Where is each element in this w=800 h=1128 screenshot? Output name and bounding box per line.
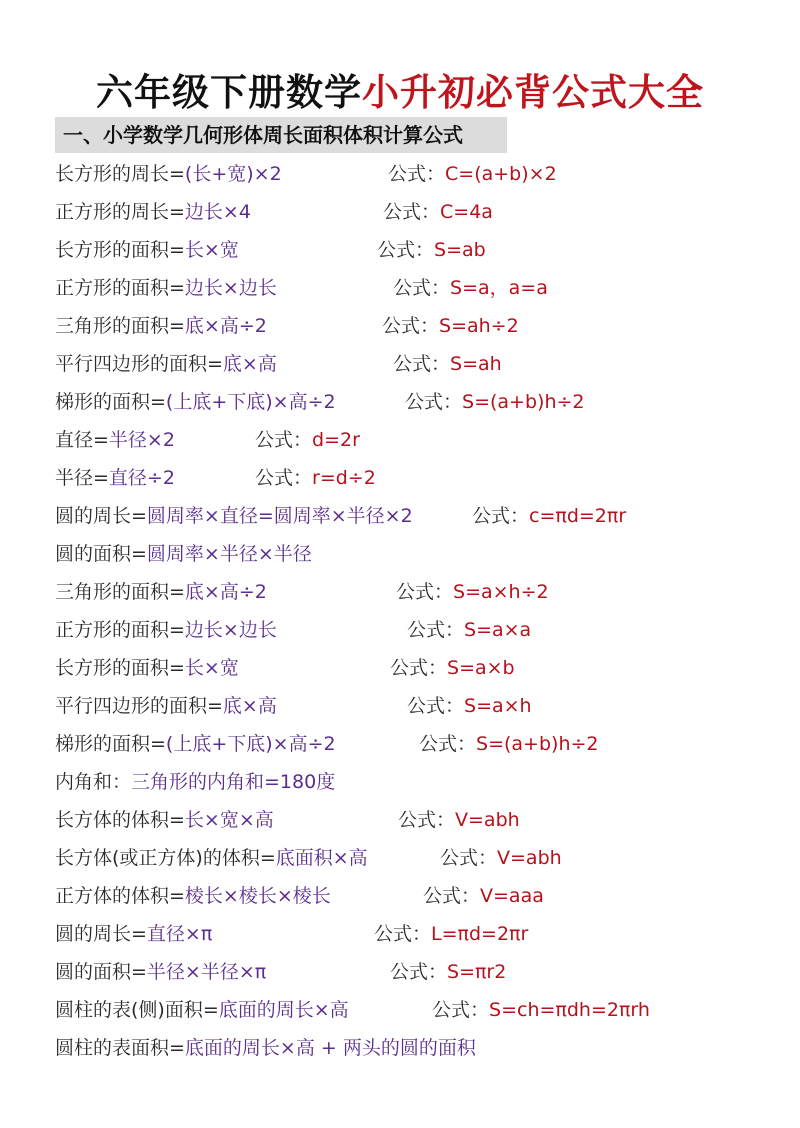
formula-expression xyxy=(383,196,493,228)
formula-expression xyxy=(390,956,506,988)
row-value: 底×高÷2 xyxy=(184,581,267,603)
row-label: 正方体的体积= xyxy=(55,885,185,907)
row-label: 圆的周长= xyxy=(55,505,147,527)
formula-row xyxy=(55,500,413,532)
formula-expression xyxy=(393,348,502,380)
formula-value: V=aaa xyxy=(480,885,544,907)
formula-expression xyxy=(374,918,528,950)
row-label: 圆的周长= xyxy=(55,923,147,945)
formula-label: 公式： xyxy=(393,277,451,299)
formula-value: S=a×b xyxy=(447,657,515,679)
formula-expression xyxy=(382,310,519,342)
formula-row xyxy=(55,576,267,608)
formula-label: 公式： xyxy=(407,695,465,717)
formula-row xyxy=(55,880,331,912)
formula-row xyxy=(55,842,368,874)
formula-expression xyxy=(398,804,520,836)
formula-label: 公式： xyxy=(390,657,448,679)
formula-value: S=a×h÷2 xyxy=(453,581,549,603)
row-label: 内角和： xyxy=(55,771,132,793)
formula-value: S=(a+b)h÷2 xyxy=(476,733,599,755)
formula-row xyxy=(55,158,282,190)
formula-label: 公式： xyxy=(432,999,490,1021)
formula-value: S=ah xyxy=(450,353,502,375)
row-label: 三角形的面积= xyxy=(55,581,185,603)
formula-row xyxy=(55,234,239,266)
row-value: 底×高 xyxy=(222,695,277,717)
formula-label: 公式： xyxy=(382,315,440,337)
formula-label: 公式： xyxy=(405,391,463,413)
formula-row xyxy=(55,386,336,418)
row-label: 平行四边形的面积= xyxy=(55,695,223,717)
formula-value: S=a×h xyxy=(464,695,532,717)
formula-row xyxy=(55,538,312,570)
formula-value: r=d÷2 xyxy=(312,467,376,489)
row-value: (上底+下底)×高÷2 xyxy=(165,391,336,413)
formula-label: 公式： xyxy=(423,885,481,907)
formula-expression xyxy=(472,500,626,532)
formula-value: S=a×a xyxy=(464,619,532,641)
formula-expression xyxy=(388,158,557,190)
formula-row xyxy=(55,196,251,228)
formula-label: 公式： xyxy=(398,809,456,831)
formula-label: 公式： xyxy=(419,733,477,755)
row-value: 底×高÷2 xyxy=(184,315,267,337)
formula-row xyxy=(55,956,266,988)
row-label: 长方形的面积= xyxy=(55,239,185,261)
section-heading: 一、小学数学几何形体周长面积体积计算公式 xyxy=(55,117,507,153)
row-label: 三角形的面积= xyxy=(55,315,185,337)
row-label: 平行四边形的面积= xyxy=(55,353,223,375)
formula-row xyxy=(55,424,175,456)
row-value: 直径÷2 xyxy=(108,467,175,489)
row-value: 边长×边长 xyxy=(184,277,277,299)
formula-expression xyxy=(390,652,515,684)
row-label: 长方形的面积= xyxy=(55,657,185,679)
formula-value: S=(a+b)h÷2 xyxy=(462,391,585,413)
row-label: 圆柱的表(侧)面积= xyxy=(55,999,219,1021)
formula-label: 公式： xyxy=(407,619,465,641)
formula-row xyxy=(55,348,277,380)
row-label: 圆的面积= xyxy=(55,543,147,565)
formula-label: 公式： xyxy=(374,923,432,945)
row-value: (上底+下底)×高÷2 xyxy=(165,733,336,755)
formula-expression xyxy=(407,690,532,722)
formula-value: S=πr2 xyxy=(447,961,507,983)
row-value: 长×宽 xyxy=(184,239,239,261)
formula-value: S=ch=πdh=2πrh xyxy=(489,999,650,1021)
row-value: 圆周率×直径=圆周率×半径×2 xyxy=(146,505,413,527)
formula-expression xyxy=(255,462,376,494)
formula-expression xyxy=(405,386,585,418)
row-label: 梯形的面积= xyxy=(55,733,166,755)
row-label: 正方形的面积= xyxy=(55,619,185,641)
formula-row xyxy=(55,614,277,646)
formula-row xyxy=(55,310,267,342)
formula-value: S=ab xyxy=(434,239,486,261)
formula-value: V=abh xyxy=(455,809,520,831)
row-label: 正方形的周长= xyxy=(55,201,185,223)
formula-expression xyxy=(255,424,360,456)
row-value: 直径×π xyxy=(146,923,213,945)
page-title xyxy=(0,62,800,116)
formula-row xyxy=(55,728,336,760)
formula-value: S=a，a=a xyxy=(450,277,548,299)
formula-row xyxy=(55,652,239,684)
row-label: 圆的面积= xyxy=(55,961,147,983)
formula-value: c=πd=2πr xyxy=(529,505,627,527)
formula-expression xyxy=(393,272,548,304)
row-value: 边长×边长 xyxy=(184,619,277,641)
formula-value: V=abh xyxy=(497,847,562,869)
formula-value: L=πd=2πr xyxy=(431,923,529,945)
row-label: 长方形的周长= xyxy=(55,163,185,185)
formula-row xyxy=(55,272,277,304)
formula-label: 公式： xyxy=(390,961,448,983)
row-label: 圆柱的表面积= xyxy=(55,1037,185,1059)
formula-label: 公式： xyxy=(440,847,498,869)
formula-label: 公式： xyxy=(377,239,435,261)
row-value: 圆周率×半径×半径 xyxy=(146,543,312,565)
row-value: (长+宽)×2 xyxy=(184,163,282,185)
formula-value: C=4a xyxy=(440,201,493,223)
formula-row xyxy=(55,1032,476,1064)
formula-value: d=2r xyxy=(312,429,360,451)
formula-label: 公式： xyxy=(255,429,313,451)
row-label: 半径= xyxy=(55,467,109,489)
formula-label: 公式： xyxy=(255,467,313,489)
formula-expression xyxy=(377,234,486,266)
formula-expression xyxy=(396,576,549,608)
row-label: 正方形的面积= xyxy=(55,277,185,299)
row-value: 底面的周长×高 xyxy=(218,999,349,1021)
row-value: 半径×2 xyxy=(108,429,175,451)
formula-row xyxy=(55,766,335,798)
row-label: 长方体的体积= xyxy=(55,809,185,831)
row-value: 边长×4 xyxy=(184,201,251,223)
formula-label: 公式： xyxy=(388,163,446,185)
row-label: 长方体(或正方体)的体积= xyxy=(55,847,276,869)
row-value: 棱长×棱长×棱长 xyxy=(184,885,331,907)
formula-row xyxy=(55,994,349,1026)
formula-expression xyxy=(440,842,562,874)
formula-expression xyxy=(423,880,544,912)
formula-expression xyxy=(432,994,650,1026)
row-label: 梯形的面积= xyxy=(55,391,166,413)
row-value: 底面的周长×高 + 两头的圆的面积 xyxy=(184,1037,476,1059)
row-value: 三角形的内角和=180度 xyxy=(131,771,336,793)
row-value: 长×宽 xyxy=(184,657,239,679)
formula-row xyxy=(55,918,212,950)
row-label: 直径= xyxy=(55,429,109,451)
row-value: 长×宽×高 xyxy=(184,809,274,831)
title-part-2: 小升初必背公式大全 xyxy=(362,71,704,114)
formula-row xyxy=(55,462,175,494)
formula-label: 公式： xyxy=(396,581,454,603)
formula-expression xyxy=(407,614,531,646)
formula-value: C=(a+b)×2 xyxy=(445,163,557,185)
formula-value: S=ah÷2 xyxy=(439,315,519,337)
formula-label: 公式： xyxy=(472,505,530,527)
row-value: 底面积×高 xyxy=(275,847,368,869)
row-value: 半径×半径×π xyxy=(146,961,267,983)
formula-expression xyxy=(419,728,599,760)
title-part-1: 六年级下册数学 xyxy=(96,71,362,114)
formula-label: 公式： xyxy=(393,353,451,375)
formula-label: 公式： xyxy=(383,201,441,223)
row-value: 底×高 xyxy=(222,353,277,375)
formula-row xyxy=(55,804,274,836)
formula-row xyxy=(55,690,277,722)
